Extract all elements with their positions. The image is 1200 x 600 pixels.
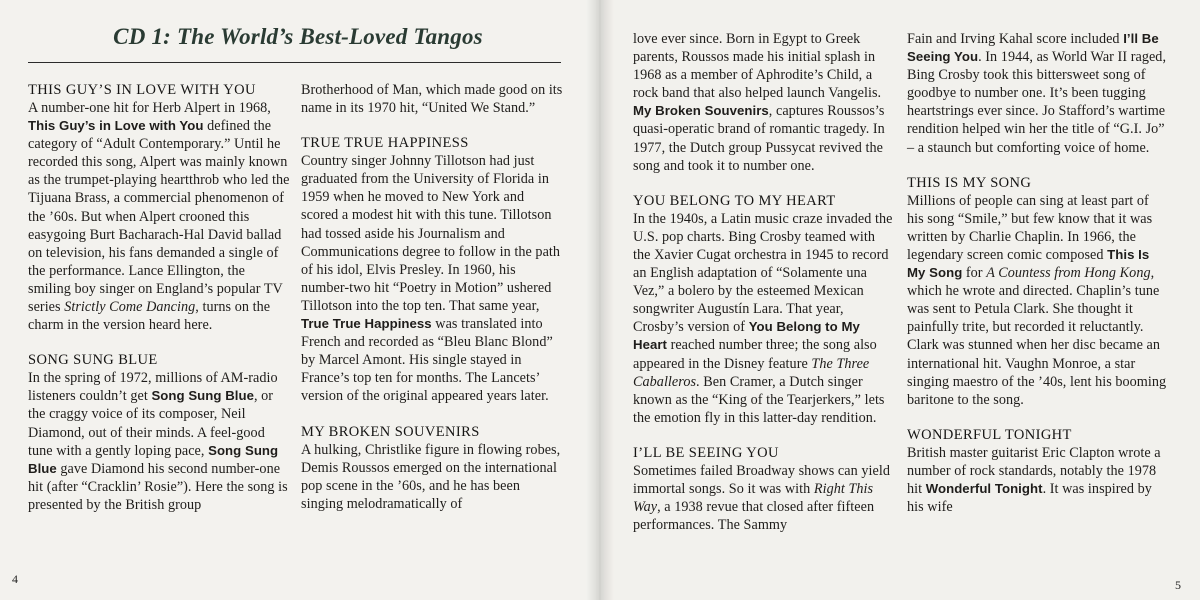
section-heading-true-true: TRUE TRUE HAPPINESS: [301, 135, 469, 152]
section-body-you-belong: In the 1940s, a Latin music craze invaded the U.S. pop charts. Bing Crosby teamed with the Xavier Cugat orchestra in 1945 to record an English adaptation of “Solamente una Vez,” a bolero by the esteemed Mexican songwriter Augustín Lara. That year, Crosby’s version of You Belong to My Heart reached number three; the song also appeared in the Disney feature The Three Caballeros. Ben Cramer, a Dutch singer known as the “King of the Tearjerkers,” lets the emotion fly in this latter-day rendition.: [633, 210, 893, 426]
section-body-continued: Brotherhood of Man, which made good on its name in its 1970 hit, “United We Stand.”: [301, 82, 563, 117]
section-body-this-is-my-song: Millions of people can sing at least part of his song “Smile,” but few know that it was written by Charlie Chaplin. In 1966, the legendary screen comic composed This Is My Song for A Countess from Hong Kong, which he wrote and directed. Chaplin’s tune was sent to Petula Clark. She thought it painfully trite, but recorded it reluctantly. Clark was stunned when her disc became an international hit. Vaughn Monroe, a star singing maestro of the ’40s, lent his booming baritone to the song.: [907, 192, 1167, 408]
section-heading-song-sung-blue: SONG SUNG BLUE: [28, 352, 158, 369]
song-title: This Guy’s in Love with You: [28, 118, 204, 134]
left-page: [0, 0, 596, 600]
song-title: This Is My Song: [907, 246, 1150, 281]
show-title: Right This Way: [633, 480, 874, 516]
section-heading-this-guys: THIS GUY’S IN LOVE WITH YOU: [28, 82, 256, 98]
column-1: [28, 81, 290, 514]
column-3: [633, 30, 895, 534]
column-4: [907, 30, 1169, 516]
section-heading-ill-be-seeing: I’LL BE SEEING YOU: [633, 444, 779, 461]
section-body-wonderful-tonight: British master guitarist Eric Clapton wrote a number of rock standards, notably the 1978 hit Wonderful Tonight. It was inspired by his wife: [907, 444, 1161, 516]
song-title: Wonderful Tonight: [925, 480, 1043, 496]
right-page: [604, 0, 1200, 600]
film-title: A Countess from Hong Kong: [986, 265, 1151, 282]
section-body-this-guys: A number-one hit for Herb Alpert in 1968, This Guy’s in Love with You defined the category of “Adult Contemporary.” Until he recorded this song, Alpert was mainly known as the trumpet-playing heartthrob who led the Tijuana Brass, a commercial phenomenon of the ’60s. But when Alpert crooned this easygoing Burt Bacharach-Hal David ballad on television, his fans demanded a single of the performance. Lance Ellington, the smiling boy singer on England’s popular TV series Strictly Come Dancing, turns on the charm in the version heard here.: [28, 100, 290, 334]
page-number-right: 5: [1175, 578, 1181, 592]
page-number-left: 4: [12, 572, 18, 586]
song-title: My Broken Souvenirs: [633, 103, 769, 119]
title-rule: [28, 62, 561, 63]
song-title: Song Sung Blue: [28, 442, 279, 476]
song-title: True True Happiness: [301, 316, 432, 332]
section-body-continued: love ever since. Born in Egypt to Greek parents, Roussos made his initial splash in 1968 as a member of Aphrodite’s Child, a rock band that also helped launch Vangelis. My Broken Souvenirs, captures Roussos’s quasi-operatic brand of romantic tragedy. In 1977, the Dutch group Pussycat revived the song and took it to number one.: [633, 31, 885, 174]
song-title: You Belong to My Heart: [633, 319, 860, 353]
section-body-my-broken: A hulking, Christlike figure in flowing robes, Demis Roussos emerged on the international pop scene in the ’60s, and he has been singing melodramatically of: [301, 441, 561, 512]
film-title: The Three Caballeros: [633, 355, 870, 390]
section-heading-my-broken: MY BROKEN SOUVENIRS: [301, 423, 480, 440]
section-heading-wonderful-tonight: WONDERFUL TONIGHT: [907, 426, 1072, 443]
section-body-true-true: Country singer Johnny Tillotson had just graduated from the University of Florida in 1959 when he moved to New York and scored a modest hit with this tune. Tillotson had tossed aside his Journalism and Communications degree to follow in the path of his idol, Elvis Presley. In 1960, his number-two hit “Poetry in Motion” ushered Tillotson into the top ten. That same year, True True Happiness was translated into French and recorded as “Bleu Blanc Blond” by Marcel Amont. His single stayed in France’s top ten for months. The Lancets’ version of the original appeared years later.: [301, 153, 561, 405]
song-title: Song Sung Blue: [151, 388, 254, 404]
section-body-continued: Fain and Irving Kahal score included I’ll Be Seeing You. In 1944, as World War II raged, Bing Crosby took this bittersweet song of goodbye to number one. It’s been tugging heartstrings ever since. Jo Stafford’s wartime rendition helped win her the title of “G.I. Jo” – a staunch but comforting voice of home.: [907, 31, 1167, 156]
column-2: [301, 81, 563, 513]
section-heading-this-is-my-song: THIS IS MY SONG: [907, 174, 1032, 191]
section-body-ill-be-seeing: Sometimes failed Broadway shows can yield immortal songs. So it was with Right This Way, a 1938 revue that closed after fifteen performances. The Sammy: [633, 462, 890, 534]
section-body-song-sung-blue: In the spring of 1972, millions of AM-radio listeners couldn’t get Song Sung Blue, or the craggy voice of its composer, Neil Diamond, out of their minds. A feel-good tune with a gently loping pace, Song Sung Blue gave Diamond his second number-one hit (after “Cracklin’ Rosie”). Here the song is presented by the British group: [28, 370, 288, 513]
page-title: CD 1: The World’s Best-Loved Tangos: [113, 24, 483, 49]
section-heading-you-belong: YOU BELONG TO MY HEART: [633, 192, 836, 209]
song-title: I’ll Be Seeing You: [907, 31, 1159, 65]
show-title: Strictly Come Dancing: [64, 299, 196, 316]
